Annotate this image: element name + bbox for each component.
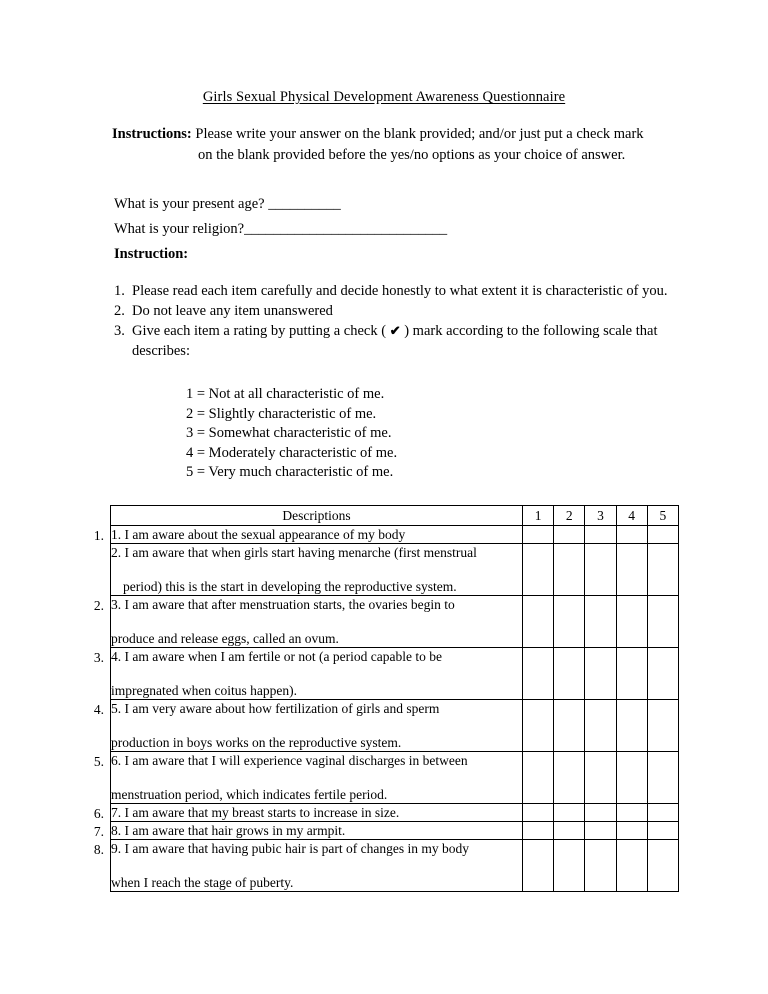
rating-checkbox-cell[interactable] — [585, 596, 616, 648]
rating-checkbox-cell[interactable] — [585, 700, 616, 752]
column-header-rating-2: 2 — [554, 506, 585, 526]
column-header-descriptions: Descriptions — [111, 506, 523, 526]
instructions-line-2: on the blank provided before the yes/no options as your choice of answer. — [198, 147, 626, 163]
rating-checkbox-cell[interactable] — [647, 840, 678, 892]
row-number: 7. — [93, 823, 104, 839]
description-line: period) this is the start in developing the reproductive system. — [123, 579, 457, 594]
rating-checkbox-cell[interactable] — [523, 596, 554, 648]
rating-checkbox-cell[interactable] — [523, 648, 554, 700]
rating-checkbox-cell[interactable] — [585, 648, 616, 700]
rating-checkbox-cell[interactable] — [523, 822, 554, 840]
rating-checkbox-cell[interactable] — [616, 752, 647, 804]
numbered-instruction-item — [114, 321, 680, 361]
rating-checkbox-cell[interactable] — [523, 804, 554, 822]
rating-checkbox-cell[interactable] — [554, 840, 585, 892]
rating-checkbox-cell[interactable] — [585, 840, 616, 892]
rating-checkbox-cell[interactable] — [647, 596, 678, 648]
age-field-label: What is your present age? — [114, 196, 269, 212]
religion-field-label: What is your religion? — [114, 221, 245, 237]
description-line: 8. I am aware that hair grows in my armpit. — [111, 823, 346, 838]
rating-checkbox-cell[interactable] — [647, 526, 678, 544]
rating-checkbox-cell[interactable] — [523, 544, 554, 596]
description-line: 5. I am very aware about how fertilization of girls and sperm — [111, 701, 440, 716]
description-line: 6. I am aware that I will experience vaginal discharges in between — [111, 753, 468, 768]
rating-checkbox-cell[interactable] — [585, 804, 616, 822]
rating-checkbox-cell[interactable] — [616, 648, 647, 700]
table-header-row — [111, 506, 679, 526]
questionnaire-table — [110, 505, 679, 892]
description-line: 9. I am aware that having pubic hair is part of changes in my body — [111, 841, 470, 856]
description-cell — [111, 544, 523, 596]
rating-checkbox-cell[interactable] — [585, 544, 616, 596]
rating-checkbox-cell[interactable] — [523, 840, 554, 892]
column-header-rating-4: 4 — [616, 506, 647, 526]
description-line: produce and release eggs, called an ovum. — [111, 631, 339, 646]
item-number: 1. — [114, 283, 125, 299]
rating-checkbox-cell[interactable] — [554, 804, 585, 822]
rating-checkbox-cell[interactable] — [647, 752, 678, 804]
numbered-instruction-item — [114, 281, 680, 301]
row-number: 3. — [93, 649, 104, 665]
item-text: Do not leave any item unanswered — [132, 303, 333, 319]
rating-checkbox-cell[interactable] — [647, 648, 678, 700]
check-mark-icon: ✔ — [389, 323, 401, 338]
rating-checkbox-cell[interactable] — [585, 526, 616, 544]
item-text: Please read each item carefully and decide honestly to what extent it is characteristic of you. — [132, 283, 668, 299]
age-field-row — [114, 194, 341, 214]
description-line: 4. I am aware when I am fertile or not (a period capable to be — [111, 649, 442, 664]
rating-checkbox-cell[interactable] — [585, 822, 616, 840]
description-line: 2. I am aware that when girls start having menarche (first menstrual — [111, 545, 477, 560]
page-title-text: Girls Sexual Physical Development Awareness Questionnaire — [202, 89, 566, 105]
scale-legend-item: 1 = Not at all characteristic of me. — [186, 386, 385, 402]
description-line: 3. I am aware that after menstruation starts, the ovaries begin to — [111, 597, 455, 612]
rating-checkbox-cell[interactable] — [523, 526, 554, 544]
numbered-instruction-list — [114, 281, 680, 361]
table-row — [111, 648, 679, 700]
table-body — [111, 526, 679, 892]
rating-checkbox-cell[interactable] — [585, 752, 616, 804]
rating-checkbox-cell[interactable] — [616, 544, 647, 596]
scale-legend-item: 2 = Slightly characteristic of me. — [186, 405, 377, 422]
numbered-instruction-item — [114, 301, 680, 321]
rating-checkbox-cell[interactable] — [523, 752, 554, 804]
description-cell — [111, 700, 523, 752]
instructions-label: Instructions: — [112, 126, 192, 142]
rating-checkbox-cell[interactable] — [554, 648, 585, 700]
religion-field-row — [114, 219, 447, 239]
rating-checkbox-cell[interactable] — [554, 544, 585, 596]
questionnaire-table-wrapper — [78, 505, 690, 892]
rating-checkbox-cell[interactable] — [616, 840, 647, 892]
rating-checkbox-cell[interactable] — [616, 804, 647, 822]
instructions-line-1: Please write your answer on the blank provided; and/or just put a check mark — [191, 126, 644, 142]
description-cell — [111, 596, 523, 648]
description-line: when I reach the stage of puberty. — [111, 875, 294, 890]
row-number: 5. — [93, 753, 104, 769]
table-row — [111, 526, 679, 544]
scale-legend-item: 4 = Moderately characteristic of me. — [186, 444, 398, 461]
table-row — [111, 840, 679, 892]
description-line: menstruation period, which indicates fertile period. — [111, 787, 388, 802]
rating-checkbox-cell[interactable] — [616, 822, 647, 840]
item-number: 3. — [114, 323, 125, 339]
table-row — [111, 544, 679, 596]
description-cell — [111, 822, 523, 840]
description-cell — [111, 840, 523, 892]
description-line: production in boys works on the reproductive system. — [111, 735, 402, 750]
rating-checkbox-cell[interactable] — [647, 822, 678, 840]
rating-checkbox-cell[interactable] — [616, 596, 647, 648]
rating-scale-legend — [186, 385, 397, 483]
rating-checkbox-cell[interactable] — [616, 700, 647, 752]
instruction-heading: Instruction: — [114, 246, 189, 262]
age-input-blank[interactable]: __________ — [268, 196, 341, 212]
description-cell — [111, 804, 523, 822]
page-title — [0, 88, 768, 106]
rating-checkbox-cell[interactable] — [523, 700, 554, 752]
scale-legend-item: 5 = Very much characteristic of me. — [186, 464, 394, 481]
rating-checkbox-cell[interactable] — [616, 526, 647, 544]
table-row — [111, 700, 679, 752]
column-header-rating-1: 1 — [523, 506, 554, 526]
rating-checkbox-cell[interactable] — [554, 596, 585, 648]
rating-checkbox-cell[interactable] — [554, 700, 585, 752]
column-header-rating-3: 3 — [585, 506, 616, 526]
table-row — [111, 822, 679, 840]
rating-checkbox-cell[interactable] — [647, 544, 678, 596]
religion-input-blank[interactable]: ____________________________ — [244, 221, 448, 237]
row-number: 6. — [93, 805, 104, 821]
description-cell — [111, 526, 523, 544]
description-cell — [111, 648, 523, 700]
description-line: 7. I am aware that my breast starts to increase in size. — [111, 805, 400, 820]
description-cell — [111, 752, 523, 804]
rating-checkbox-cell[interactable] — [647, 700, 678, 752]
rating-checkbox-cell[interactable] — [554, 822, 585, 840]
scale-legend-item: 3 = Somewhat characteristic of me. — [186, 425, 392, 442]
item-text-before: Give each item a rating by putting a check ( — [132, 323, 390, 339]
rating-checkbox-cell[interactable] — [647, 804, 678, 822]
row-number: 8. — [93, 841, 104, 857]
table-row — [111, 752, 679, 804]
row-number: 4. — [93, 701, 104, 717]
description-line: impregnated when coitus happen). — [111, 683, 297, 698]
description-line: 1. I am aware about the sexual appearance of my body — [111, 527, 406, 542]
column-header-rating-5: 5 — [647, 506, 678, 526]
rating-checkbox-cell[interactable] — [554, 752, 585, 804]
item-text-after: ) mark according to the following scale that describes: — [132, 323, 658, 359]
row-number: 1. — [93, 527, 104, 543]
instructions-paragraph — [112, 124, 680, 166]
rating-checkbox-cell[interactable] — [554, 526, 585, 544]
item-number: 2. — [114, 303, 125, 319]
row-number: 2. — [93, 597, 104, 613]
table-row — [111, 596, 679, 648]
table-row — [111, 804, 679, 822]
